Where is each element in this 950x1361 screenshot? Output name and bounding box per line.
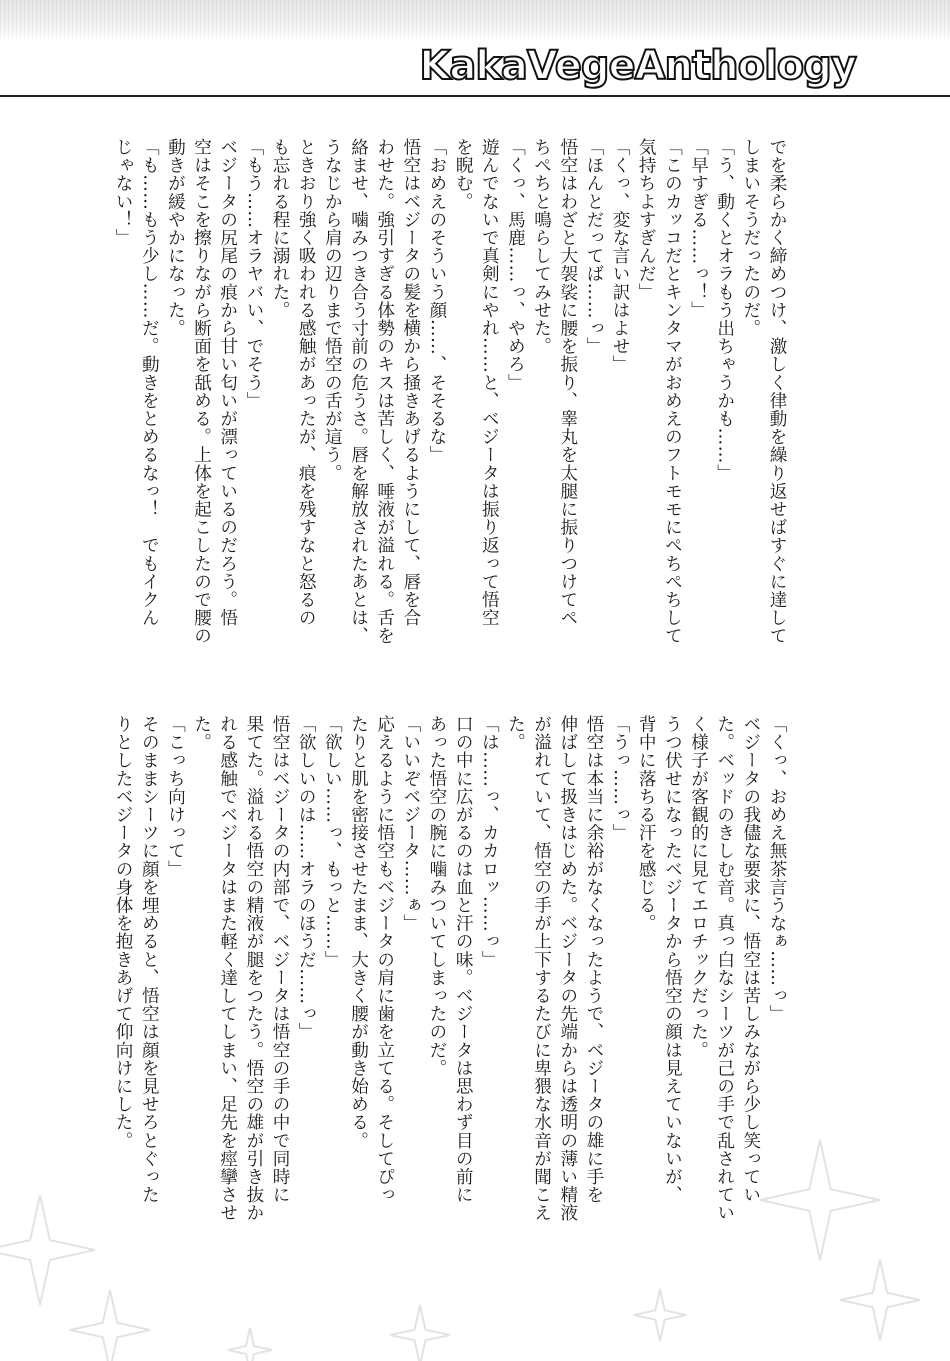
sparkle-shape bbox=[228, 1328, 272, 1361]
text-column: 「くっ、おめえ無茶言うなぁ……っ」 bbox=[767, 715, 787, 1023]
text-column: た。ベッドのきしむ音。真っ白なシーツが己の手で乱されてい bbox=[714, 715, 735, 1222]
text-column: ときおり強く吸われる感触があったが、痕を残すなと怒るの bbox=[296, 138, 317, 627]
text-column: く様子が客観的に見てエロチックだった。 bbox=[688, 715, 709, 1059]
lower-text-block bbox=[110, 715, 790, 1305]
text-column: 果てた。溢れる悟空の精液が腿をつたう。悟空の雄が引き抜か bbox=[243, 715, 264, 1222]
sparkle-shape bbox=[0, 1195, 95, 1305]
sparkle-shape bbox=[390, 1305, 450, 1361]
text-column: も忘れる程に溺れた。 bbox=[270, 138, 291, 319]
text-column: た。 bbox=[505, 715, 526, 752]
text-column: 「は……っ、カカロッ……っ」 bbox=[479, 715, 500, 969]
text-column: を睨む。 bbox=[453, 138, 474, 211]
text-column: ベジータの我儘な要求に、悟空は苦しみながら少し笑ってい bbox=[740, 715, 761, 1204]
text-column: 「ほんとだってば……っ」 bbox=[583, 138, 604, 356]
text-column: 伸ばして扱きはじめた。ベジータの先端からは透明の薄い精液 bbox=[557, 715, 578, 1222]
text-column: 「欲しい……っ、もっと……」 bbox=[322, 715, 343, 969]
text-column: 「こっち向けって」 bbox=[165, 715, 186, 878]
text-column: 「欲しいのは……オラのほうだ……っ」 bbox=[296, 715, 317, 1041]
text-column: 「くっ、変な言い訳はよせ」 bbox=[610, 138, 631, 374]
text-column: 「うっ……っ」 bbox=[610, 715, 631, 842]
text-column: うなじから肩の辺りまで悟空の舌が這う。 bbox=[322, 138, 343, 482]
text-column: 悟空はベジータの髪を横から掻きあげるようにして、唇を合 bbox=[400, 138, 421, 627]
text-column: た。 bbox=[191, 715, 212, 752]
header-divider bbox=[0, 95, 950, 97]
text-column: あった悟空の腕に噛みついてしまったのだ。 bbox=[426, 715, 447, 1077]
text-column: 「おめえのそういう顔……、そそるな」 bbox=[426, 138, 447, 464]
text-column: わせた。強引すぎる体勢のキスは苦しく、唾液が溢れる。舌を bbox=[374, 138, 395, 645]
text-column: 空はそこを擦りながら断面を舐める。上体を起こしたので腰の bbox=[191, 138, 212, 645]
text-column: そのままシーツに顔を埋めると、悟空は顔を見せろとぐった bbox=[139, 715, 160, 1204]
text-column: 「も……もう少し……だ。動きをとめるなっ！ でもイクん bbox=[139, 138, 160, 627]
text-column: 「う、動くとオラもう出ちゃうかも……」 bbox=[714, 138, 735, 482]
text-column: ちぺちと鳴らしてみせた。 bbox=[531, 138, 552, 356]
text-column: れる感触でベジータはまた軽く達してしまい、足先を痙攣させ bbox=[217, 715, 238, 1222]
text-column: ベジータの尻尾の痕から甘い匂いが漂っているのだろう。悟 bbox=[217, 138, 238, 627]
sparkle-shape bbox=[840, 1260, 920, 1340]
text-column: 口の中に広がるのは血と汗の味。ベジータは思わず目の前に bbox=[453, 715, 474, 1204]
text-column: が溢れていて、悟空の手が上下するたびに卑猥な水音が聞こえ bbox=[531, 715, 552, 1222]
text-column: 応えるように悟空もベジータの肩に歯を立てる。そしてぴっ bbox=[374, 715, 395, 1204]
text-column: 悟空はベジータの内部で、ベジータは悟空の手の中で同時に bbox=[270, 715, 291, 1204]
page-header-title: KakaVegeAnthology bbox=[419, 43, 856, 89]
text-column: じゃない！」 bbox=[113, 138, 134, 247]
text-column: 「もう……オラヤバい、でそう」 bbox=[243, 138, 264, 410]
text-column: うつ伏せになったベジータから悟空の顔は見えていないが、 bbox=[662, 715, 683, 1204]
text-column: りとしたベジータの身体を抱きあげて仰向けにした。 bbox=[113, 715, 134, 1150]
text-column: 動きが緩やかになった。 bbox=[165, 138, 186, 338]
text-column: 背中に落ちる汗を感じる。 bbox=[636, 715, 657, 933]
text-column: しまいそうだったのだ。 bbox=[740, 138, 761, 338]
text-column: 悟空は本当に余裕がなくなったようで、ベジータの雄に手を bbox=[583, 715, 604, 1204]
text-column: 「早すぎる……っ！」 bbox=[688, 138, 709, 319]
text-column: たりと肌を密接させたまま、大きく腰が動き始める。 bbox=[348, 715, 369, 1150]
text-column: 絡ませ、噛みつき合う寸前の危うさ。唇を解放されたあとは、 bbox=[348, 138, 369, 645]
text-column: 「このカッコだとキンタマがおめえのフトモモにぺちぺちして bbox=[662, 138, 683, 645]
text-column: 遊んでないで真剣にやれ……と、ベジータは振り返って悟空 bbox=[479, 138, 500, 627]
upper-text-block bbox=[110, 138, 790, 698]
text-column: 「くっ、馬鹿……っ、やめろ」 bbox=[505, 138, 526, 392]
text-column: 「いいぞベジータ……ぁ」 bbox=[400, 715, 421, 933]
top-decorative-band bbox=[0, 0, 950, 38]
text-column: でを柔らかく締めつけ、激しく律動を繰り返せばすぐに達して bbox=[767, 138, 787, 645]
text-column: 気持ちよすぎんだ」 bbox=[636, 138, 657, 301]
text-column: 悟空はわざと大袈裟に腰を振り、睾丸を太腿に振りつけてペ bbox=[557, 138, 578, 627]
